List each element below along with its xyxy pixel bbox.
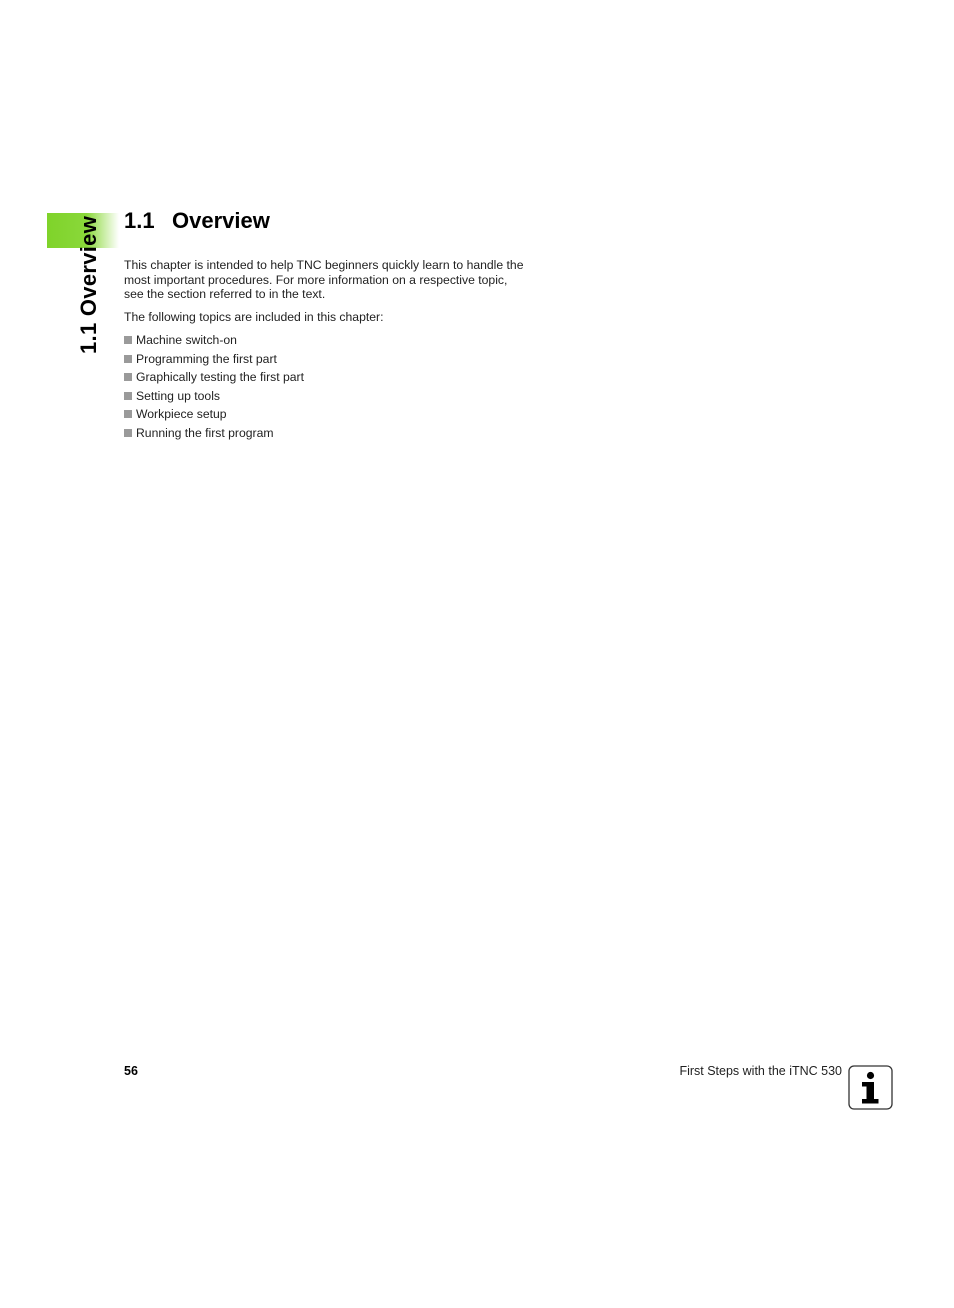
list-item: [124, 369, 304, 388]
list-item: [124, 406, 304, 425]
list-item-label: Graphically testing the first part: [136, 370, 304, 385]
section-title: Overview: [172, 208, 270, 233]
side-section-title: 1.1 Overview: [76, 215, 101, 354]
square-bullet-icon: [124, 392, 132, 400]
list-item: [124, 425, 304, 444]
square-bullet-icon: [124, 410, 132, 418]
info-icon: [848, 1065, 893, 1110]
square-bullet-icon: [124, 336, 132, 344]
square-bullet-icon: [124, 355, 132, 363]
topic-list: [124, 332, 304, 444]
list-item-label: Running the first program: [136, 425, 274, 440]
list-item-label: Workpiece setup: [136, 407, 227, 422]
list-item: [124, 332, 304, 351]
section-heading: [124, 208, 270, 234]
topics-intro: The following topics are included in this chapter:: [124, 310, 384, 324]
square-bullet-icon: [124, 373, 132, 381]
list-item: [124, 388, 304, 407]
intro-paragraph: This chapter is intended to help TNC beginners quickly learn to handle the most important procedures. For more information on a respective topic, see the section referred to in the text.: [124, 258, 524, 302]
list-item-label: Setting up tools: [136, 388, 221, 403]
list-item: [124, 351, 304, 370]
section-number: 1.1: [124, 208, 155, 233]
list-item-label: Machine switch-on: [136, 333, 237, 347]
list-item-label: Programming the first part: [136, 351, 277, 366]
square-bullet-icon: [124, 429, 132, 437]
footer-book-title: First Steps with the iTNC 530: [679, 1064, 842, 1078]
page-number: 56: [124, 1064, 138, 1078]
